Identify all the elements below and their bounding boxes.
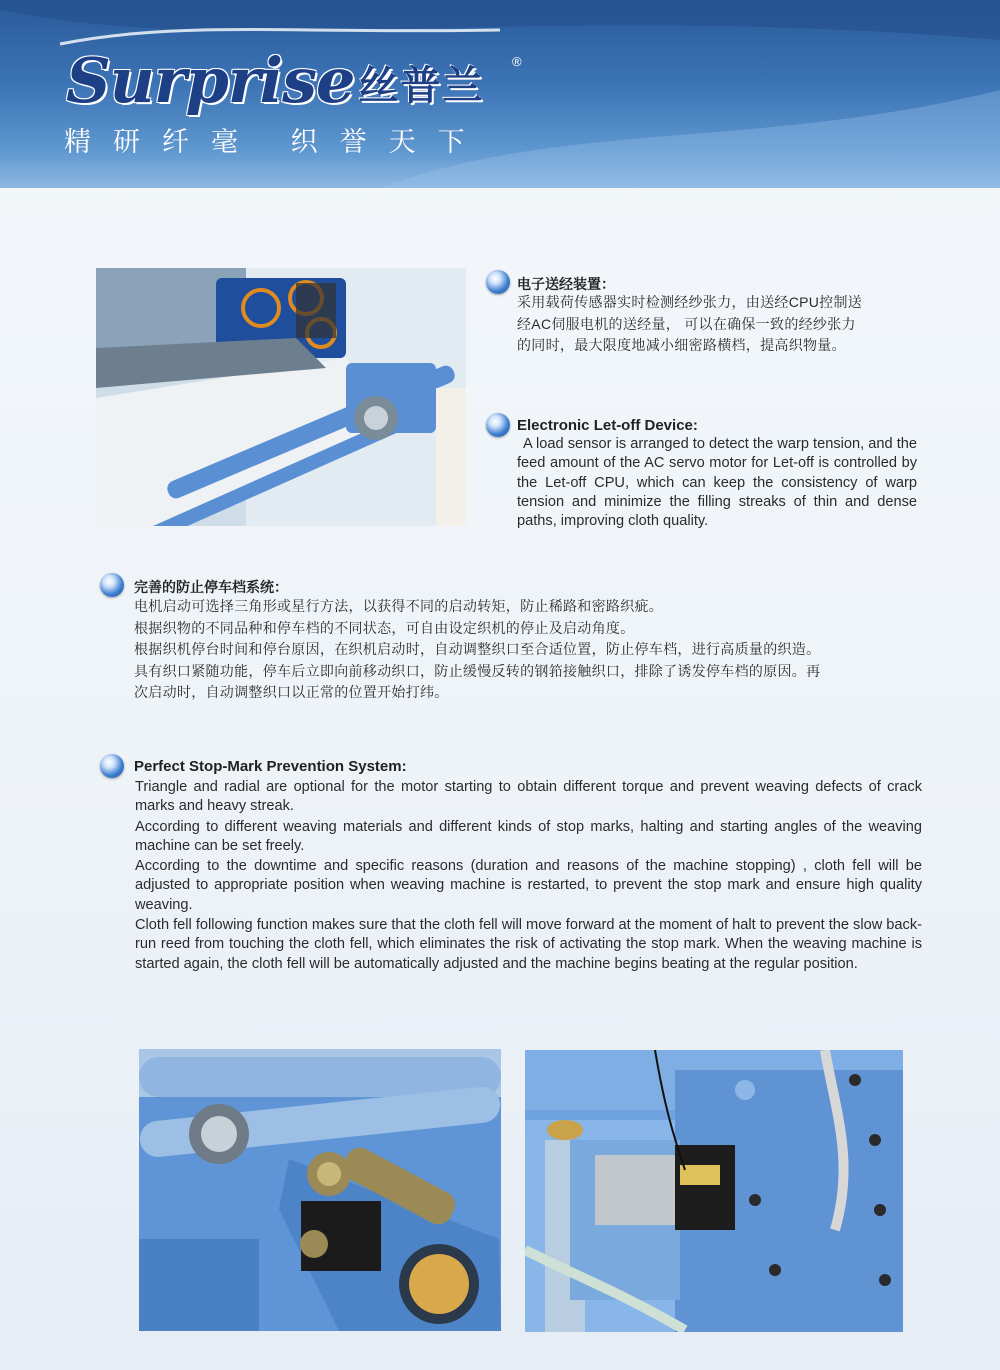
stopmark-en-text [135,778,922,975]
text-line: 经AC伺服电机的送经量， 可以在确保一致的经纱张力 [517,315,856,332]
stopmark-cn-title: 完善的防止停车档系统： [134,579,288,595]
text-line: 根据织机停台时间和停台原因，在织机启动时，自动调整织口至合适位置，防止停车档，进行高质量的织造。 [134,641,821,657]
text-line: 次启动时，自动调整织口以正常的位置开始打纬。 [134,684,449,700]
text-line: 电机启动可选择三角形或星行方法，以获得不同的启动转矩，防止稀路和密路织疵。 [134,598,664,614]
paragraph: According to different weaving materials and different kinds of stop marks, halting and starting angles of the weaving machine can be set freely. [135,818,922,854]
machine-photo-icon [139,1049,501,1331]
bullet-icon [100,754,124,778]
letoff-en-text [517,435,917,532]
stopmark-en-title: Perfect Stop-Mark Prevention System: [134,758,407,775]
bullet-icon [100,573,124,597]
logo-english: Surprise [66,44,355,117]
letoff-en-title: Electronic Let-off Device: [517,417,698,434]
logo-chinese: 丝普兰 [358,63,485,109]
paragraph: Triangle and radial are optional for the motor starting to obtain different torque and prevent weaving defects of crack marks and heavy streak. [135,779,922,815]
bullet-icon [486,413,510,437]
registered-mark: ® [512,54,522,69]
letoff-cn-text [517,292,937,357]
paragraph: A load sensor is arranged to detect the warp tension, and the feed amount of the AC servo motor for Let-off is controlled by the Let-off CPU, which can keep the consistency of warp tension and minimize the filling streaks of thin and dense paths, improving cloth quality. [517,436,917,530]
brand-slogan: 精研纤毫 织誉天下 [64,127,487,158]
let-off-device-photo [96,268,466,526]
stopmark-cn-text [134,596,934,704]
letoff-cn-title: 电子送经装置： [517,276,615,292]
text-line: 具有织口紧随功能，停车后立即向前移动织口，防止缓慢反转的钢筘接触织口，排除了诱发停车档的原因。再 [134,662,821,679]
paragraph: According to the downtime and specific reasons (duration and reasons of the machine stopping) , cloth fell will be adjusted to appropriate position when weaving machine is restarted, to prevent the stop mark and ensure high quality weaving. [135,858,922,913]
text-line: 的同时，最大限度地减小细密路横档，提高织物量。 [517,337,846,353]
brand-logo [66,42,485,117]
paragraph: Cloth fell following function makes sure that the cloth fell will move forward at the moment of halt to prevent the slow back-run reed from touching the cloth fell, which eliminates the risk of activating the stop mark. When the weaving machine is started again, the cloth fell will be automatically adjusted and the machine begins beating at the regular position. [135,917,922,972]
machine-photo-icon [96,268,466,526]
text-line: 根据织物的不同品种和停车档的不同状态，可自由设定织机的停止及启动角度。 [134,619,635,636]
cloth-fell-sensor-photo [139,1049,501,1331]
servo-motor-photo [525,1050,903,1332]
bullet-icon [486,270,510,294]
page-header [0,0,1000,188]
text-line: 采用载荷传感器实时检测经纱张力，由送经CPU控制送 [517,294,863,310]
machine-photo-icon [525,1050,903,1332]
